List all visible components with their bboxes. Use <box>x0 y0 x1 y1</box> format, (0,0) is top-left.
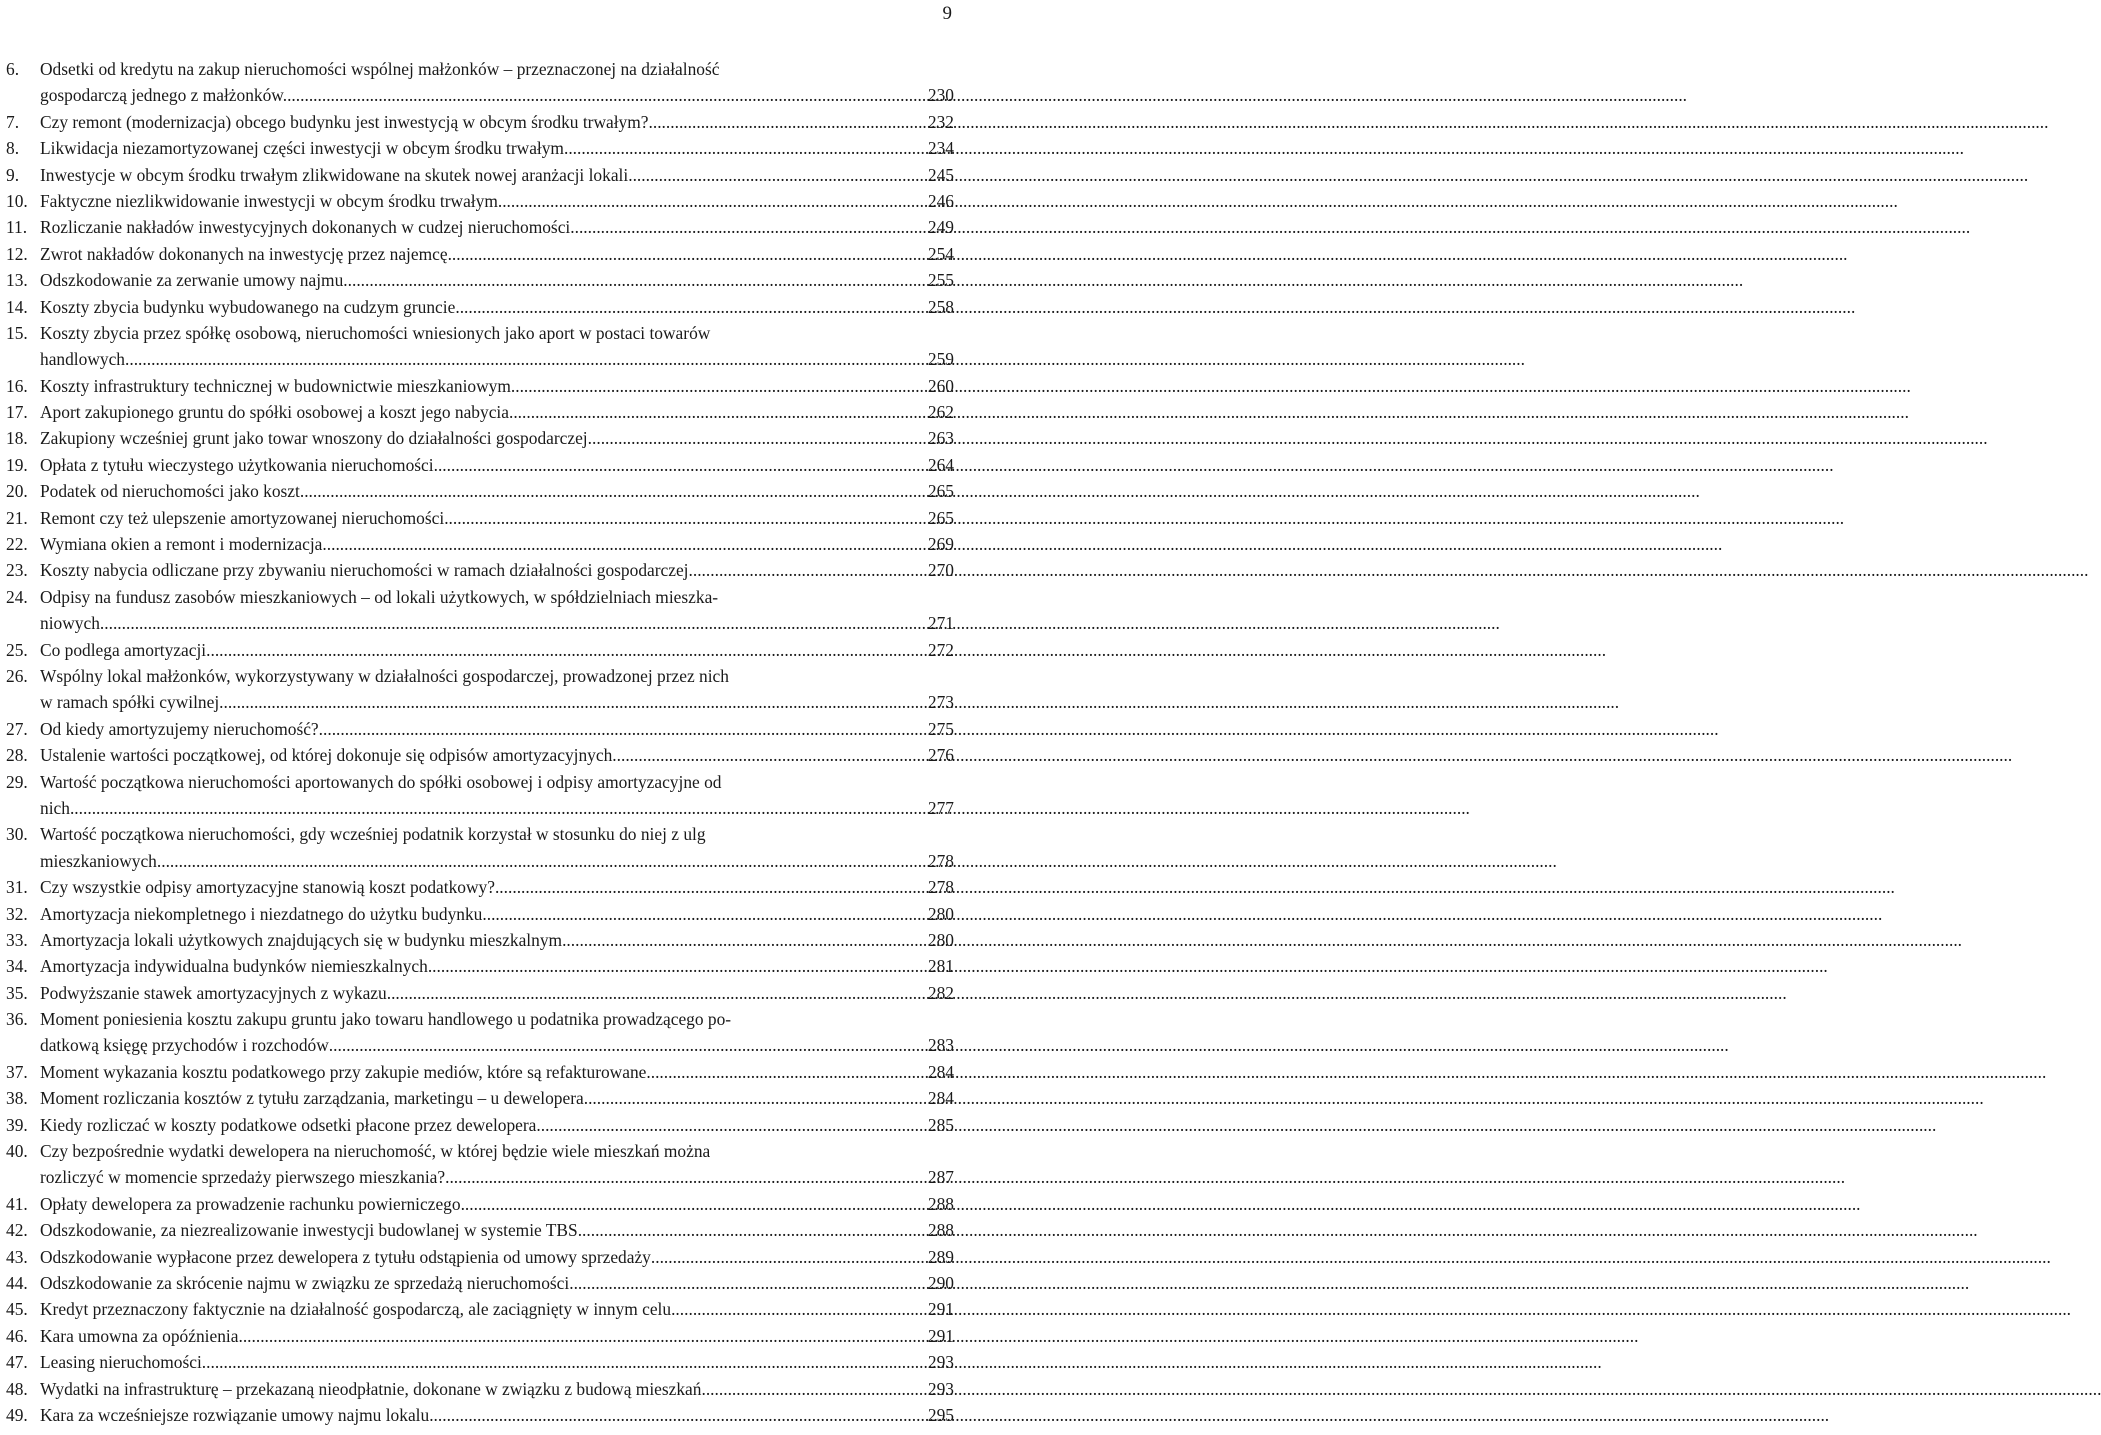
toc-entry <box>6 1244 954 1270</box>
toc-entry <box>6 452 954 478</box>
dot-leader <box>570 214 926 240</box>
toc-entry-page: 278 <box>927 877 954 898</box>
toc-entry-page: 272 <box>927 639 954 660</box>
toc-entry-page: 246 <box>927 190 954 211</box>
toc-entry-title: Kara umowna za opóźnienia <box>40 1325 239 1346</box>
toc-entry-title: Odszkodowanie, za niezrealizowanie inwestycji budowlanej w systemie TBS <box>40 1220 578 1241</box>
dot-leader <box>125 346 926 372</box>
toc-entry-number: 29. <box>6 771 28 792</box>
toc-entry-title: Podwyższanie stawek amortyzacyjnych z wykazu <box>40 982 387 1003</box>
dot-leader <box>689 557 926 583</box>
dot-leader <box>628 162 926 188</box>
toc-entry <box>6 927 954 953</box>
toc-entry-title: Odszkodowanie za skrócenie najmu w związku ze sprzedażą nieruchomości <box>40 1272 570 1293</box>
dot-leader <box>569 1270 926 1296</box>
toc-entry-title: nich <box>40 797 70 818</box>
dot-leader <box>509 399 926 425</box>
dot-leader <box>219 689 926 715</box>
toc-entry-page: 255 <box>927 270 954 291</box>
toc-entry <box>6 505 954 531</box>
toc-entry <box>6 1376 954 1402</box>
toc-entry <box>6 1085 954 1111</box>
toc-entry-title: Kara za wcześniejsze rozwiązanie umowy najmu lokalu <box>40 1404 430 1425</box>
dot-leader <box>536 1112 926 1138</box>
toc-entry-title: Co podlega amortyzacji <box>40 639 207 660</box>
toc-entry-title: Wydatki na infrastrukturę – przekazaną nieodpłatnie, dokonane w związku z budową mieszkań <box>40 1378 702 1399</box>
toc-entry-title: Od kiedy amortyzujemy nieruchomość? <box>40 718 319 739</box>
dot-leader <box>701 1376 925 1402</box>
toc-entry-number: 25. <box>6 639 28 660</box>
toc-entry-title: Ustalenie wartości początkowej, od której dokonuje się odpisów amortyzacyjnych <box>40 745 613 766</box>
toc-entry-page: 293 <box>927 1352 954 1373</box>
dot-leader <box>387 980 926 1006</box>
toc-entry <box>6 637 954 663</box>
toc-entry-number: 42. <box>6 1220 28 1241</box>
dot-leader <box>455 294 926 320</box>
toc-entry-page: 291 <box>927 1325 954 1346</box>
toc-entry-number: 40. <box>6 1141 28 1162</box>
toc-entry <box>6 109 954 135</box>
toc-entry-page: 283 <box>927 1035 954 1056</box>
toc-entry-title: Koszty zbycia budynku wybudowanego na cudzym gruncie <box>40 296 456 317</box>
toc-entry <box>6 1191 954 1217</box>
toc-entry <box>6 1217 954 1243</box>
toc-entry-number: 32. <box>6 903 28 924</box>
toc-entry-number: 17. <box>6 402 28 423</box>
toc-entry-number: 36. <box>6 1009 28 1030</box>
toc-entry-number: 18. <box>6 428 28 449</box>
dot-leader <box>588 425 926 451</box>
toc-entry-page: 291 <box>927 1299 954 1320</box>
toc-entry <box>6 901 954 927</box>
toc-entry-number: 48. <box>6 1378 28 1399</box>
page-number: 9 <box>942 3 952 24</box>
toc-entry-number: 11. <box>6 217 28 238</box>
dot-leader <box>287 82 926 108</box>
toc-entry-page: 264 <box>927 454 954 475</box>
toc-entry-page: 263 <box>927 428 954 449</box>
toc-entry <box>6 320 954 373</box>
table-of-contents <box>6 56 954 1428</box>
toc-entry-page: 232 <box>927 111 954 132</box>
dot-leader <box>651 1244 926 1270</box>
toc-entry-title: Zakupiony wcześniej grunt jako towar wnoszony do działalności gospodarczej <box>40 428 588 449</box>
toc-entry <box>6 874 954 900</box>
dot-leader <box>70 795 926 821</box>
toc-entry <box>6 56 954 109</box>
toc-entry-title: Kredyt przeznaczony faktycznie na działalność gospodarczą, ale zaciągnięty w innym celu <box>40 1299 672 1320</box>
dot-leader <box>461 1191 926 1217</box>
toc-entry-title: Aport zakupionego gruntu do spółki osobowej a koszt jego nabycia <box>40 402 509 423</box>
toc-entry-title: Czy bezpośrednie wydatki dewelopera na nieruchomość, w której będzie wiele mieszkań można <box>40 1141 711 1162</box>
dot-leader <box>238 1323 925 1349</box>
toc-entry-number: 39. <box>6 1114 28 1135</box>
toc-entry-number: 41. <box>6 1193 28 1214</box>
toc-entry <box>6 294 954 320</box>
toc-entry <box>6 1059 954 1085</box>
toc-entry-page: 258 <box>927 296 954 317</box>
toc-entry <box>6 1349 954 1375</box>
toc-entry-page: 276 <box>927 745 954 766</box>
toc-entry-title: Amortyzacja indywidualna budynków niemieszkalnych <box>40 956 428 977</box>
toc-entry-page: 262 <box>927 402 954 423</box>
toc-entry-number: 6. <box>6 59 20 79</box>
toc-entry-number: 44. <box>6 1272 28 1293</box>
dot-leader <box>511 373 926 399</box>
toc-entry-page: 265 <box>927 481 954 502</box>
toc-entry-title: Odszkodowanie za zerwanie umowy najmu <box>40 270 344 291</box>
toc-entry-page: 280 <box>927 903 954 924</box>
toc-entry-page: 278 <box>927 850 954 871</box>
dot-leader <box>482 901 926 927</box>
dot-leader <box>495 874 926 900</box>
toc-entry-number: 28. <box>6 745 28 766</box>
dot-leader <box>428 953 926 979</box>
toc-entry-page: 275 <box>927 718 954 739</box>
toc-entry-number: 12. <box>6 243 28 264</box>
toc-entry-number: 22. <box>6 534 28 555</box>
dot-leader <box>612 742 926 768</box>
dot-leader <box>434 452 926 478</box>
toc-entry-title: Moment wykazania kosztu podatkowego przy zakupie mediów, które są refakturowane <box>40 1061 647 1082</box>
toc-entry-page: 295 <box>927 1404 954 1425</box>
toc-entry-page: 234 <box>927 138 954 159</box>
toc-entry <box>6 425 954 451</box>
toc-entry-page: 273 <box>927 692 954 713</box>
toc-entry <box>6 769 954 822</box>
toc-entry-number: 23. <box>6 560 28 581</box>
toc-entry-page: 230 <box>927 85 954 106</box>
dot-leader <box>429 1402 926 1428</box>
dot-leader <box>206 637 926 663</box>
dot-leader <box>584 1085 926 1111</box>
toc-entry-title: Opłaty dewelopera za prowadzenie rachunku powierniczego <box>40 1193 461 1214</box>
toc-entry-number: 21. <box>6 507 28 528</box>
toc-entry-page: 288 <box>927 1193 954 1214</box>
toc-entry-page: 284 <box>927 1061 954 1082</box>
toc-entry <box>6 373 954 399</box>
toc-entry-title: Wartość początkowa nieruchomości aportowanych do spółki osobowej i odpisy amortyzacyjne od <box>40 771 722 792</box>
toc-entry <box>6 1402 954 1428</box>
toc-entry-page: 260 <box>927 375 954 396</box>
toc-entry-page: 287 <box>927 1167 954 1188</box>
toc-entry-title: handlowych <box>40 349 126 370</box>
toc-entry <box>6 531 954 557</box>
toc-entry-title: Odpisy na fundusz zasobów mieszkaniowych – od lokali użytkowych, w spółdzielniach mieszka- <box>40 586 719 607</box>
toc-entry <box>6 188 954 214</box>
toc-entry-title: Rozliczanie nakładów inwestycyjnych dokonanych w cudzej nieruchomości <box>40 217 571 238</box>
dot-leader <box>646 1059 926 1085</box>
dot-leader <box>300 478 926 504</box>
dot-leader <box>448 241 926 267</box>
toc-entry-page: 245 <box>927 164 954 185</box>
toc-entry-title: Odsetki od kredytu na zakup nieruchomości wspólnej małżonków – przeznaczonej na działalność <box>40 59 720 79</box>
toc-entry <box>6 241 954 267</box>
toc-entry-title: Faktyczne niezlikwidowanie inwestycji w obcym środku trwałym <box>40 190 498 211</box>
toc-entry-number: 45. <box>6 1299 28 1320</box>
toc-entry-number: 37. <box>6 1061 28 1082</box>
toc-entry-page: 277 <box>927 797 954 818</box>
toc-entry-title: Odszkodowanie wypłacone przez dewelopera z tytułu odstąpienia od umowy sprzedaży <box>40 1246 651 1267</box>
toc-entry-number: 7. <box>6 111 20 132</box>
toc-entry <box>6 1138 954 1191</box>
toc-entry <box>6 1006 954 1059</box>
toc-entry-title: Zwrot nakładów dokonanych na inwestycję przez najemcę <box>40 243 448 264</box>
toc-entry-title: Wartość początkowa nieruchomości, gdy wcześniej podatnik korzystał w stosunku do niej z ulg <box>40 824 706 845</box>
toc-entry-title: Kiedy rozliczać w koszty podatkowe odsetki płacone przez dewelopera <box>40 1114 537 1135</box>
toc-entry-title: Likwidacja niezamortyzowanej części inwestycji w obcym środku trwałym <box>40 138 564 159</box>
toc-entry-title: Amortyzacja lokali użytkowych znajdujących się w budynku mieszkalnym <box>40 929 563 950</box>
toc-entry-page: 271 <box>927 613 954 634</box>
toc-entry-number: 49. <box>6 1404 28 1425</box>
dot-leader <box>564 135 926 161</box>
dot-leader <box>202 1349 926 1375</box>
toc-entry-number: 13. <box>6 270 28 291</box>
toc-entry-number: 38. <box>6 1088 28 1109</box>
toc-entry-title: Wspólny lokal małżonków, wykorzystywany w działalności gospodarczej, prowadzonej przez nich <box>40 665 729 686</box>
toc-entry-page: 259 <box>927 349 954 370</box>
toc-entry <box>6 214 954 240</box>
dot-leader <box>157 848 926 874</box>
toc-entry <box>6 1112 954 1138</box>
toc-entry-number: 46. <box>6 1325 28 1346</box>
toc-entry-page: 280 <box>927 929 954 950</box>
toc-entry <box>6 821 954 874</box>
toc-entry-title: Remont czy też ulepszenie amortyzowanej nieruchomości <box>40 507 445 528</box>
toc-entry-number: 35. <box>6 982 28 1003</box>
toc-entry-title: Czy wszystkie odpisy amortyzacyjne stanowią koszt podatkowy? <box>40 877 495 898</box>
dot-leader <box>319 716 926 742</box>
toc-entry-number: 24. <box>6 586 28 607</box>
toc-entry-number: 16. <box>6 375 28 396</box>
toc-entry-number: 30. <box>6 824 28 845</box>
dot-leader <box>671 1296 926 1322</box>
toc-entry <box>6 1296 954 1322</box>
dot-leader <box>498 188 926 214</box>
toc-entry <box>6 399 954 425</box>
toc-entry-number: 34. <box>6 956 28 977</box>
toc-entry-number: 27. <box>6 718 28 739</box>
toc-entry <box>6 716 954 742</box>
toc-entry-number: 10. <box>6 190 28 211</box>
toc-entry-title: Podatek od nieruchomości jako koszt <box>40 481 300 502</box>
toc-entry-number: 19. <box>6 454 28 475</box>
toc-entry-number: 9. <box>6 164 20 185</box>
toc-entry <box>6 584 954 637</box>
toc-entry-title: Inwestycje w obcym środku trwałym zlikwidowane na skutek nowej aranżacji lokali <box>40 164 629 185</box>
toc-entry <box>6 162 954 188</box>
toc-entry-title: Koszty infrastruktury technicznej w budownictwie mieszkaniowym <box>40 375 511 396</box>
toc-entry <box>6 953 954 979</box>
toc-entry <box>6 478 954 504</box>
dot-leader <box>445 1164 926 1190</box>
toc-entry-number: 8. <box>6 138 20 159</box>
toc-entry-title: rozliczyć w momencie sprzedaży pierwszego mieszkania? <box>40 1167 446 1188</box>
toc-entry-title: Wymiana okien a remont i modernizacja <box>40 534 323 555</box>
toc-entry-page: 285 <box>927 1114 954 1135</box>
dot-leader <box>329 1032 926 1058</box>
toc-entry-page: 289 <box>927 1246 954 1267</box>
toc-entry-number: 14. <box>6 296 28 317</box>
toc-entry <box>6 267 954 293</box>
toc-entry <box>6 980 954 1006</box>
toc-entry <box>6 663 954 716</box>
toc-entry-title: Leasing nieruchomości <box>40 1352 202 1373</box>
toc-entry-page: 282 <box>927 982 954 1003</box>
dot-leader <box>322 531 926 557</box>
dot-leader <box>649 109 926 135</box>
toc-entry-page: 293 <box>927 1378 954 1399</box>
dot-leader <box>100 610 926 636</box>
toc-entry <box>6 1270 954 1296</box>
toc-entry-title: Amortyzacja niekompletnego i niezdatnego do użytku budynku <box>40 903 483 924</box>
toc-entry <box>6 742 954 768</box>
toc-entry-title: datkową księgę przychodów i rozchodów <box>40 1035 329 1056</box>
toc-entry-page: 269 <box>927 534 954 555</box>
toc-entry-title: Koszty zbycia przez spółkę osobową, nieruchomości wniesionych jako aport w postaci towarów <box>40 322 711 343</box>
toc-entry-number: 20. <box>6 481 28 502</box>
toc-entry <box>6 1323 954 1349</box>
toc-entry <box>6 135 954 161</box>
dot-leader <box>562 927 926 953</box>
toc-entry-page: 290 <box>927 1272 954 1293</box>
toc-entry-title: niowych <box>40 613 100 634</box>
toc-entry-page: 254 <box>927 243 954 264</box>
toc-entry-page: 270 <box>927 560 954 581</box>
toc-entry-title: Opłata z tytułu wieczystego użytkowania nieruchomości <box>40 454 434 475</box>
toc-entry-number: 43. <box>6 1246 28 1267</box>
toc-entry-title: Moment rozliczania kosztów z tytułu zarządzania, marketingu – u dewelopera <box>40 1088 584 1109</box>
toc-entry-page: 265 <box>927 507 954 528</box>
toc-entry-page: 288 <box>927 1220 954 1241</box>
dot-leader <box>444 505 926 531</box>
toc-entry-title: w ramach spółki cywilnej <box>40 692 220 713</box>
toc-entry-title: mieszkaniowych <box>40 850 157 871</box>
toc-entry-number: 31. <box>6 877 28 898</box>
toc-entry-title: gospodarczą jednego z małżonków. <box>40 85 288 106</box>
toc-entry-page: 284 <box>927 1088 954 1109</box>
dot-leader <box>343 267 926 293</box>
toc-entry-page: 281 <box>927 956 954 977</box>
toc-entry-title: Czy remont (modernizacja) obcego budynku jest inwestycją w obcym środku trwałym? <box>40 111 649 132</box>
toc-entry-number: 33. <box>6 929 28 950</box>
toc-entry-number: 47. <box>6 1352 28 1373</box>
toc-entry <box>6 557 954 583</box>
toc-entry-title: Koszty nabycia odliczane przy zbywaniu nieruchomości w ramach działalności gospodarczej <box>40 560 689 581</box>
toc-entry-number: 15. <box>6 322 28 343</box>
dot-leader <box>578 1217 926 1243</box>
toc-entry-title: Moment poniesienia kosztu zakupu gruntu jako towaru handlowego u podatnika prowadzącego po- <box>40 1009 732 1030</box>
toc-entry-page: 249 <box>927 217 954 238</box>
toc-entry-number: 26. <box>6 665 28 686</box>
